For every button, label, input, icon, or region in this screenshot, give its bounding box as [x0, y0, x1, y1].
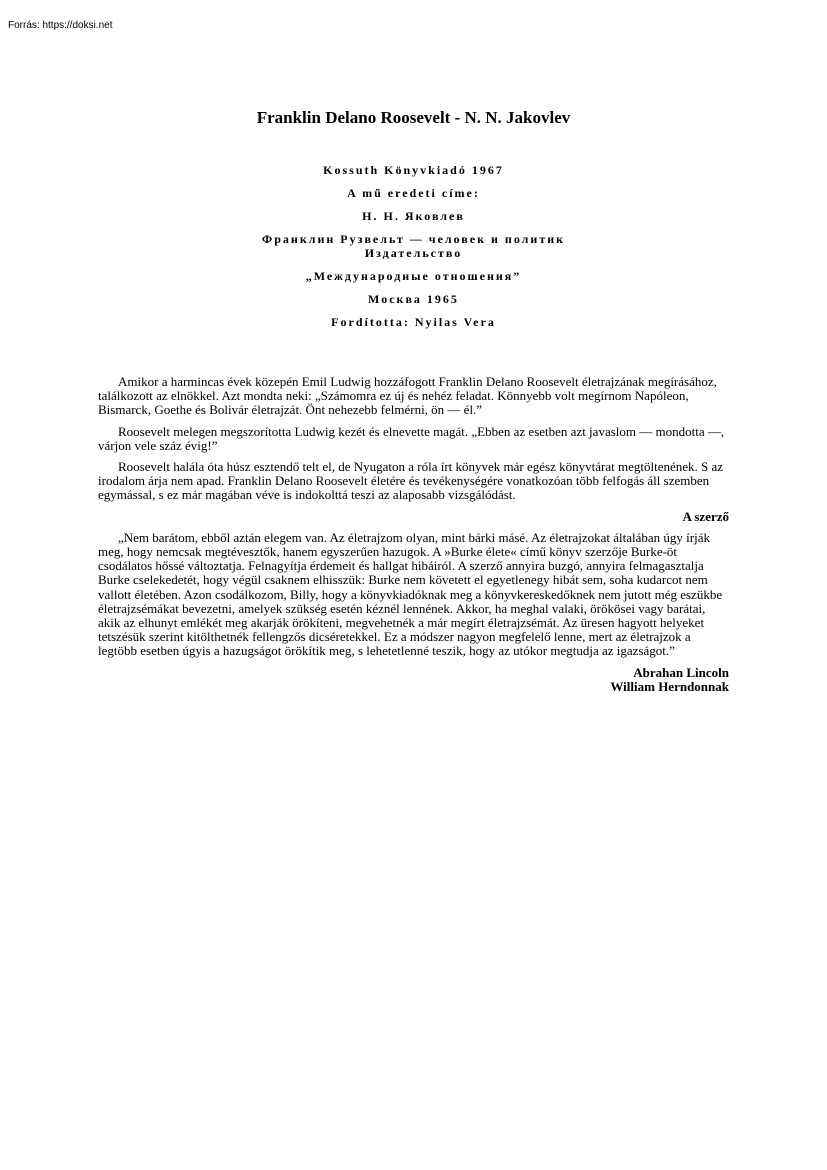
publisher-russian: „Международные отношения” [305, 269, 522, 283]
author-signature: A szerző [682, 508, 729, 524]
quote-signature-recipient: William Herndonnak [610, 678, 729, 694]
paragraph: Roosevelt halála óta húsz esztendő telt el, de Nyugaton a róla írt könyvek már egész könyvtárat megtöltenének. S az irodalom árja nem apad. Franklin Delano Roosevelt életére és tevékenységére vonatkozóan több felfogás áll szemben egymással, s ez már magában véve is indokolttá teszi az alaposabb vizsgálódást. [98, 459, 724, 503]
paragraph: Roosevelt melegen megszorította Ludwig kezét és elnevette magát. „Ebben az esetben azt javaslom — mondotta —, várjon vele száz évig!” [98, 423, 725, 453]
document-title: Franklin Delano Roosevelt - N. N. Jakovlev [256, 108, 571, 127]
publication-info [98, 163, 729, 329]
author-russian: Н. Н. Яковлев [362, 209, 465, 223]
quote-paragraph: „Nem barátom, ebből aztán elegem van. Az életrajzom olyan, mint bárki másé. Az életrajzokat általában úgy írják meg, hogy nemcsak megtévesztők, hanem egyszerűen hazugok. A »Burke élete« című könyv szerzője Burke-öt csodálatos hőssé változtatja. Felnagyítja érdemeit és hallgat hibáiról. A szerző annyira buzgó, annyira felmagasztalja Burke cselekedetét, hogy végül csaknem elhisszük: Burke nem követett el egyetlenegy hibát sem, soha kudarcot nem vallott életében. Azon csodálkozom, Billy, hogy a könyvkiadóknak meg a könyvkereskedőknek nem jutott még eszükbe életrajzsémákat bevezetni, amelyek szükség esetén kéznél lennének. Akkor, ha meghal valaki, örökösei vagy barátai, akik az elhunyt emlékét meg akarják örökíteni, megvehetnék a már megírt életrajzsémát. Az üresen hagyott helyeket tetszésük szerint kitölthetnék fellengzős dicséretekkel. Ez a módszer nagyon megfelelő lenne, mert az életrajzok a legtöbb esetben úgyis a hazugságot örökítik meg, s lehetetlenné teszik, hogy az utókor megtudja az igazságot.” [98, 529, 723, 659]
title-russian: Франклин Рузвельт — человек и политик [261, 232, 566, 246]
source-label: Forrás: https://doksi.net [8, 20, 113, 31]
publisher-label-russian: Издательство [364, 246, 463, 260]
city-year-russian: Москва 1965 [368, 292, 459, 306]
original-title-label: A mű eredeti címe: [347, 186, 480, 200]
translator-line: Fordította: Nyilas Vera [331, 315, 496, 329]
publisher-line: Kossuth Könyvkiadó 1967 [323, 163, 504, 177]
document-body [98, 375, 729, 694]
quote-signature-name: Abrahan Lincoln [633, 664, 729, 680]
paragraph: Amikor a harmincas évek közepén Emil Ludwig hozzáfogott Franklin Delano Roosevelt életrajzának megírásához, találkozott az elnökkel. Azt mondta neki: „Számomra ez új és nehéz feladat. Könnyebb volt megírnom Napóleon, Bismarck, Goethe és Bolivár életrajzát. Önt nehezebb felmérni, ön — él.” [98, 374, 717, 418]
